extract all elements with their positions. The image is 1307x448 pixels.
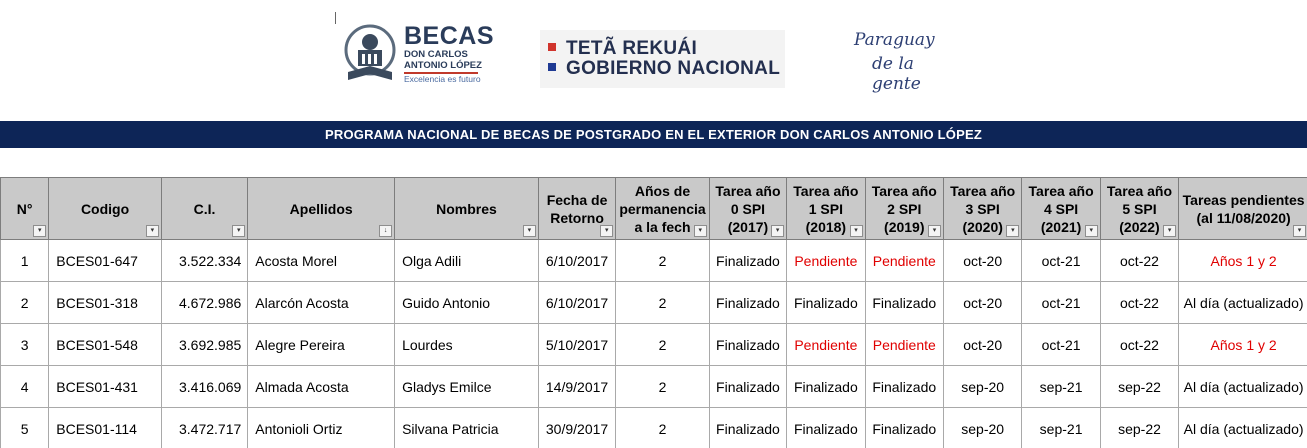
nombres-cell[interactable]: Lourdes: [395, 324, 539, 366]
gobierno-line2: GOBIERNO NACIONAL: [566, 58, 781, 79]
red-square-icon: [548, 43, 556, 51]
codigo-cell[interactable]: BCES01-318: [49, 282, 162, 324]
program-banner: PROGRAMA NACIONAL DE BECAS DE POSTGRADO EN EL EXTERIOR DON CARLOS ANTONIO LÓPEZ: [0, 121, 1307, 148]
column-header-label: Codigo: [80, 200, 130, 217]
becas-line3: ANTONIO LÓPEZ: [404, 59, 482, 71]
anios-cell[interactable]: 2: [616, 366, 710, 408]
column-header-label: N°: [16, 200, 33, 217]
filter-dropdown-icon[interactable]: ▾: [771, 225, 784, 237]
table-row: [1, 408, 1307, 448]
apellidos-cell[interactable]: Acosta Morel: [248, 240, 395, 282]
column-header: [943, 178, 1021, 240]
tarea-2-cell[interactable]: Finalizado: [865, 408, 943, 448]
fecha-retorno-cell[interactable]: 6/10/2017: [538, 282, 615, 324]
tarea-5-cell[interactable]: sep-22: [1100, 408, 1178, 448]
column-header: [49, 178, 162, 240]
ci-cell[interactable]: 3.472.717: [161, 408, 247, 448]
column-header-label: Tarea año 1 SPI (2018): [793, 182, 859, 235]
column-header: [787, 178, 865, 240]
tarea-2-cell[interactable]: Finalizado: [865, 282, 943, 324]
filter-dropdown-icon[interactable]: ▾: [694, 225, 707, 237]
tarea-3-cell[interactable]: oct-20: [943, 282, 1021, 324]
row-number-cell[interactable]: 3: [1, 324, 49, 366]
column-header-label: Años de permanencia a la fech: [619, 182, 706, 235]
tarea-2-cell[interactable]: Finalizado: [865, 366, 943, 408]
seal-icon: [342, 24, 398, 86]
column-header: [865, 178, 943, 240]
tarea-1-cell[interactable]: Pendiente: [787, 324, 865, 366]
column-header: [1022, 178, 1100, 240]
tarea-1-cell[interactable]: Finalizado: [787, 408, 865, 448]
tarea-0-cell[interactable]: Finalizado: [709, 366, 786, 408]
fecha-retorno-cell[interactable]: 14/9/2017: [538, 366, 615, 408]
filter-dropdown-icon[interactable]: ▾: [928, 225, 941, 237]
anios-cell[interactable]: 2: [616, 408, 710, 448]
column-header: [248, 178, 395, 240]
column-header-label: Tareas pendientes (al 11/08/2020): [1182, 191, 1305, 226]
ci-cell[interactable]: 3.522.334: [161, 240, 247, 282]
filter-dropdown-icon[interactable]: ▾: [146, 225, 159, 237]
column-header: [161, 178, 247, 240]
blue-square-icon: [548, 63, 556, 71]
fecha-retorno-cell[interactable]: 30/9/2017: [538, 408, 615, 448]
apellidos-cell[interactable]: Alegre Pereira: [248, 324, 395, 366]
paraguay-line1: Paraguay: [854, 30, 935, 50]
column-header: [1, 178, 49, 240]
apellidos-cell[interactable]: Antonioli Ortiz: [248, 408, 395, 448]
table-row: [1, 282, 1307, 324]
filter-dropdown-icon[interactable]: ▾: [1293, 225, 1306, 237]
column-header-label: C.I.: [193, 200, 216, 217]
filter-dropdown-icon[interactable]: ▾: [600, 225, 613, 237]
tarea-3-cell[interactable]: sep-20: [943, 408, 1021, 448]
filter-dropdown-icon[interactable]: ▾: [1006, 225, 1019, 237]
nombres-cell[interactable]: Olga Adili: [395, 240, 539, 282]
tarea-5-cell[interactable]: sep-22: [1100, 366, 1178, 408]
paraguay-logo: [848, 28, 968, 94]
column-header-label: Apellidos: [289, 200, 353, 217]
row-number-cell[interactable]: 2: [1, 282, 49, 324]
header-row: [1, 178, 1307, 240]
tarea-3-cell[interactable]: oct-20: [943, 240, 1021, 282]
tarea-0-cell[interactable]: Finalizado: [709, 282, 786, 324]
apellidos-cell[interactable]: Alarcón Acosta: [248, 282, 395, 324]
anios-cell[interactable]: 2: [616, 240, 710, 282]
nombres-cell[interactable]: Guido Antonio: [395, 282, 539, 324]
filter-dropdown-icon[interactable]: ↓: [379, 225, 392, 237]
tarea-3-cell[interactable]: oct-20: [943, 324, 1021, 366]
column-header-label: Fecha de Retorno: [546, 191, 608, 226]
column-header-label: Tarea año 2 SPI (2019): [871, 182, 937, 235]
codigo-cell[interactable]: BCES01-431: [49, 366, 162, 408]
tarea-1-cell[interactable]: Pendiente: [787, 240, 865, 282]
anios-cell[interactable]: 2: [616, 282, 710, 324]
filter-dropdown-icon[interactable]: ▾: [1163, 225, 1176, 237]
filter-dropdown-icon[interactable]: ▾: [523, 225, 536, 237]
apellidos-cell[interactable]: Almada Acosta: [248, 366, 395, 408]
filter-dropdown-icon[interactable]: ▾: [850, 225, 863, 237]
codigo-cell[interactable]: BCES01-548: [49, 324, 162, 366]
codigo-cell[interactable]: BCES01-647: [49, 240, 162, 282]
column-header-label: Tarea año 4 SPI (2021): [1028, 182, 1094, 235]
tarea-0-cell[interactable]: Finalizado: [709, 324, 786, 366]
ci-cell[interactable]: 3.416.069: [161, 366, 247, 408]
row-number-cell[interactable]: 5: [1, 408, 49, 448]
table-body: [1, 240, 1307, 448]
fecha-retorno-cell[interactable]: 6/10/2017: [538, 240, 615, 282]
logo-area: [0, 0, 1307, 120]
filter-dropdown-icon[interactable]: ▾: [33, 225, 46, 237]
tarea-5-cell[interactable]: oct-22: [1100, 240, 1178, 282]
column-header-label: Nombres: [436, 200, 497, 217]
table-row: [1, 240, 1307, 282]
nombres-cell[interactable]: Gladys Emilce: [395, 366, 539, 408]
tarea-4-cell[interactable]: oct-21: [1022, 240, 1100, 282]
filter-dropdown-icon[interactable]: ▾: [232, 225, 245, 237]
column-header: [709, 178, 786, 240]
scholars-table: [0, 177, 1307, 448]
becas-logo: [342, 22, 495, 88]
column-header: [616, 178, 710, 240]
table-row: [1, 366, 1307, 408]
tarea-1-cell[interactable]: Finalizado: [787, 282, 865, 324]
paraguay-line2: de la gente: [872, 54, 921, 94]
pendientes-cell[interactable]: Años 1 y 2: [1179, 324, 1307, 366]
tarea-4-cell[interactable]: oct-21: [1022, 282, 1100, 324]
becas-title: BECAS: [404, 22, 495, 50]
tarea-0-cell[interactable]: Finalizado: [709, 240, 786, 282]
column-header-label: Tarea año 0 SPI (2017): [715, 182, 781, 235]
ci-cell[interactable]: 4.672.986: [161, 282, 247, 324]
anios-cell[interactable]: 2: [616, 324, 710, 366]
tarea-2-cell[interactable]: Pendiente: [865, 240, 943, 282]
gobierno-line1: TETÃ REKUÁI: [566, 38, 698, 59]
gobierno-logo: [540, 30, 785, 88]
column-header-label: Tarea año 3 SPI (2020): [950, 182, 1016, 235]
column-header-label: Tarea año 5 SPI (2022): [1106, 182, 1173, 235]
column-header: [1179, 178, 1307, 240]
column-header: [538, 178, 615, 240]
row-number-cell[interactable]: 1: [1, 240, 49, 282]
tarea-4-cell[interactable]: oct-21: [1022, 324, 1100, 366]
tarea-4-cell[interactable]: sep-21: [1022, 366, 1100, 408]
codigo-cell[interactable]: BCES01-114: [49, 408, 162, 448]
pendientes-cell[interactable]: Al día (actualizado): [1179, 408, 1307, 448]
table-row: [1, 324, 1307, 366]
tarea-3-cell[interactable]: sep-20: [943, 366, 1021, 408]
fecha-retorno-cell[interactable]: 5/10/2017: [538, 324, 615, 366]
tarea-2-cell[interactable]: Pendiente: [865, 324, 943, 366]
ci-cell[interactable]: 3.692.985: [161, 324, 247, 366]
becas-line2: DON CARLOS: [404, 49, 468, 60]
pendientes-cell[interactable]: Años 1 y 2: [1179, 240, 1307, 282]
becas-slogan: Excelencia es futuro: [404, 74, 481, 84]
pendientes-cell[interactable]: Al día (actualizado): [1179, 366, 1307, 408]
row-number-cell[interactable]: 4: [1, 366, 49, 408]
column-header: [1100, 178, 1178, 240]
tarea-5-cell[interactable]: oct-22: [1100, 282, 1178, 324]
tarea-4-cell[interactable]: sep-21: [1022, 408, 1100, 448]
tarea-0-cell[interactable]: Finalizado: [709, 408, 786, 448]
filter-dropdown-icon[interactable]: ▾: [1085, 225, 1098, 237]
pendientes-cell[interactable]: Al día (actualizado): [1179, 282, 1307, 324]
tarea-1-cell[interactable]: Finalizado: [787, 366, 865, 408]
divider: [335, 12, 336, 24]
nombres-cell[interactable]: Silvana Patricia: [395, 408, 539, 448]
tarea-5-cell[interactable]: oct-22: [1100, 324, 1178, 366]
column-header: [395, 178, 539, 240]
